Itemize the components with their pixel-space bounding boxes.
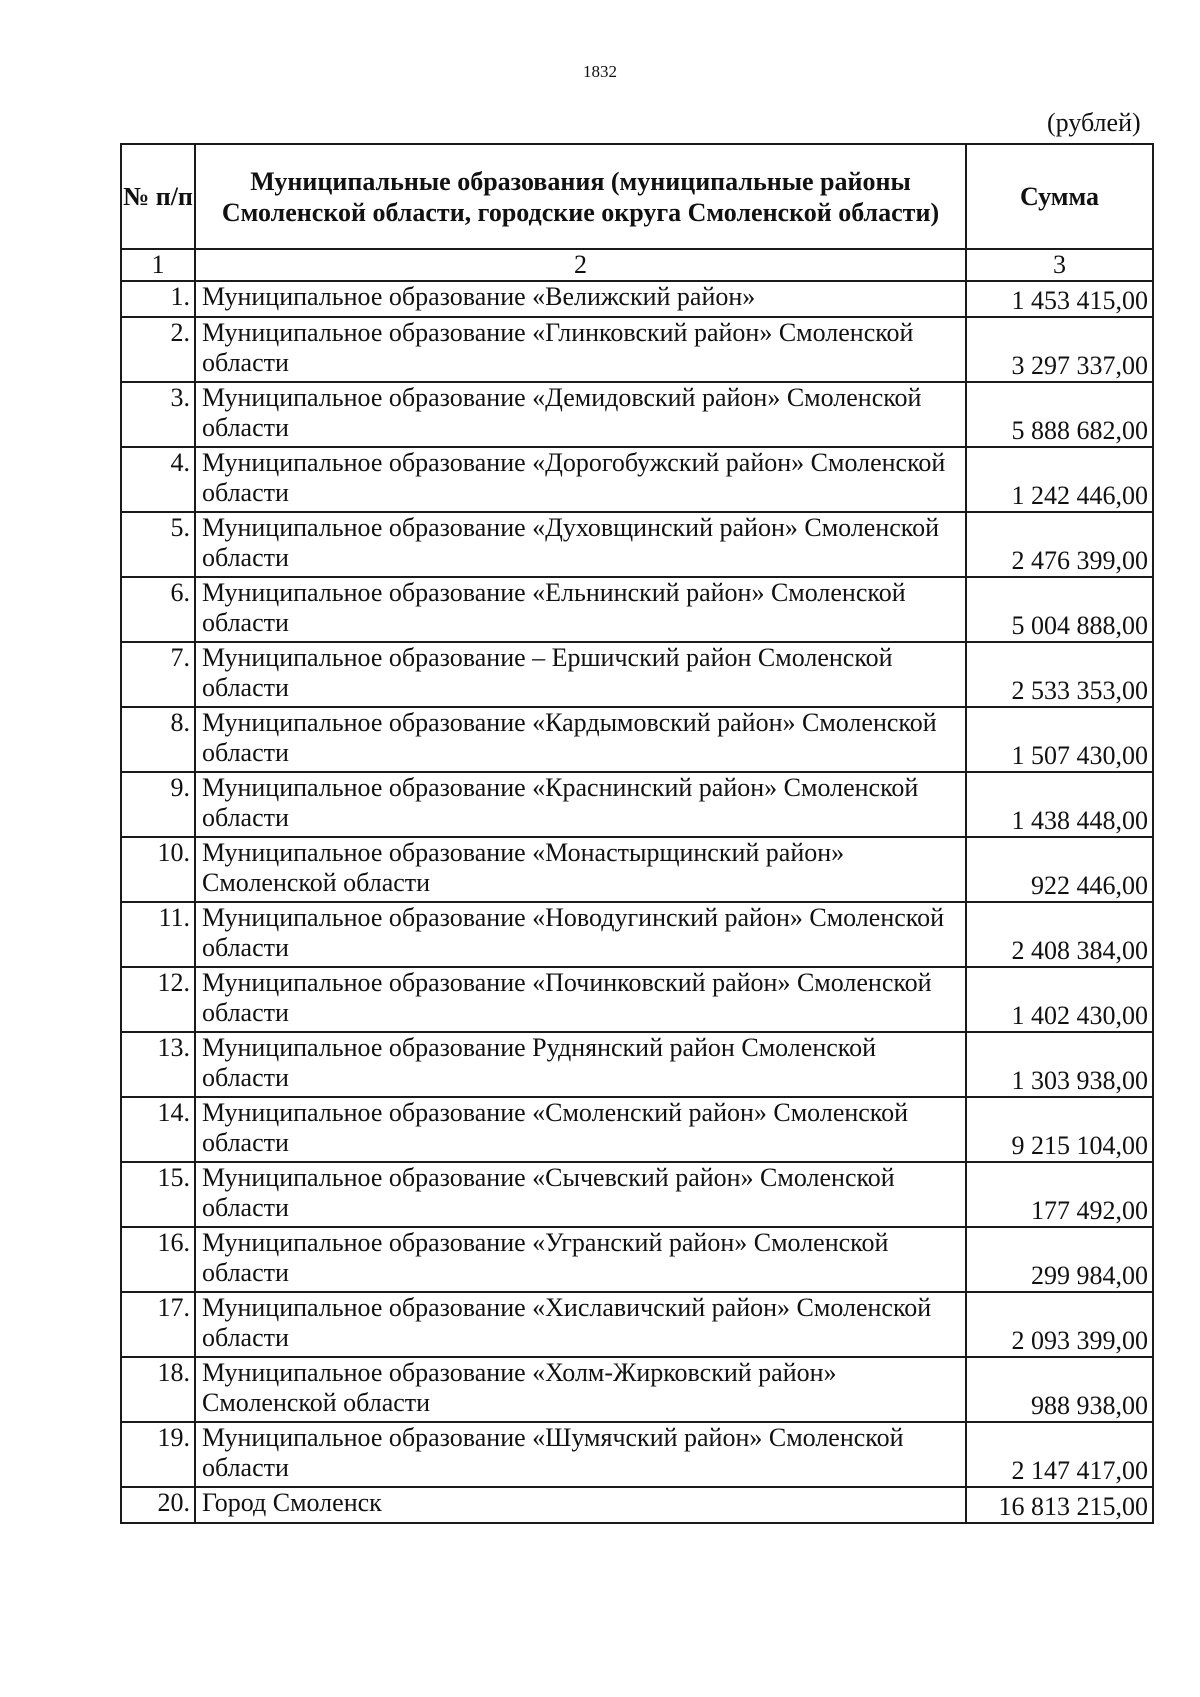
table-row (121, 577, 1153, 642)
row-number: 2. (121, 317, 195, 382)
table-row (121, 1292, 1153, 1357)
table-row (121, 1032, 1153, 1097)
header-name: Муниципальные образования (муниципальные районы Смоленской области, городские округа Смоленской области) (195, 144, 966, 249)
table-row (121, 447, 1153, 512)
row-number: 11. (121, 902, 195, 967)
amount: 988 938,00 (966, 1357, 1153, 1422)
header-num: № п/п (121, 144, 195, 249)
amount: 922 446,00 (966, 837, 1153, 902)
table-row (121, 1487, 1153, 1523)
row-number: 5. (121, 512, 195, 577)
amount: 5 888 682,00 (966, 382, 1153, 447)
row-number: 9. (121, 772, 195, 837)
municipality-name: Муниципальное образование «Монастырщинский район» Смоленской области (195, 837, 966, 902)
municipality-name: Муниципальное образование «Кардымовский район» Смоленской области (195, 707, 966, 772)
amount: 3 297 337,00 (966, 317, 1153, 382)
allocation-table (120, 143, 1154, 1524)
municipality-name: Муниципальное образование Руднянский район Смоленской области (195, 1032, 966, 1097)
table-row (121, 707, 1153, 772)
table-row (121, 642, 1153, 707)
municipality-name: Муниципальное образование «Дорогобужский район» Смоленской области (195, 447, 966, 512)
table-row (121, 512, 1153, 577)
table-row (121, 1227, 1153, 1292)
unit-label: (рублей) (1047, 108, 1141, 137)
column-number: 2 (195, 249, 966, 281)
row-number: 7. (121, 642, 195, 707)
amount: 5 004 888,00 (966, 577, 1153, 642)
page-number: 1832 (583, 62, 617, 81)
row-number: 20. (121, 1487, 195, 1523)
municipality-name: Муниципальное образование «Новодугинский район» Смоленской области (195, 902, 966, 967)
row-number: 18. (121, 1357, 195, 1422)
row-number: 6. (121, 577, 195, 642)
municipality-name: Муниципальное образование «Краснинский район» Смоленской области (195, 772, 966, 837)
municipality-name: Муниципальное образование «Хиславичский район» Смоленской области (195, 1292, 966, 1357)
table-row (121, 317, 1153, 382)
amount: 1 303 938,00 (966, 1032, 1153, 1097)
amount: 177 492,00 (966, 1162, 1153, 1227)
amount: 1 438 448,00 (966, 772, 1153, 837)
table-row (121, 1422, 1153, 1487)
row-number: 3. (121, 382, 195, 447)
amount: 2 476 399,00 (966, 512, 1153, 577)
column-number: 3 (966, 249, 1153, 281)
table-row (121, 1097, 1153, 1162)
table-row (121, 837, 1153, 902)
table-row (121, 1162, 1153, 1227)
amount: 2 408 384,00 (966, 902, 1153, 967)
amount: 299 984,00 (966, 1227, 1153, 1292)
row-number: 1. (121, 281, 195, 317)
header-row (121, 144, 1153, 249)
amount: 1 242 446,00 (966, 447, 1153, 512)
municipality-name: Муниципальное образование «Смоленский район» Смоленской области (195, 1097, 966, 1162)
row-number: 12. (121, 967, 195, 1032)
municipality-name: Муниципальное образование – Ершичский район Смоленской области (195, 642, 966, 707)
row-number: 10. (121, 837, 195, 902)
amount: 1 507 430,00 (966, 707, 1153, 772)
table-row (121, 772, 1153, 837)
municipality-name: Муниципальное образование «Велижский район» (195, 281, 966, 317)
row-number: 4. (121, 447, 195, 512)
municipality-name: Город Смоленск (195, 1487, 966, 1523)
amount: 16 813 215,00 (966, 1487, 1153, 1523)
municipality-name: Муниципальное образование «Шумячский район» Смоленской области (195, 1422, 966, 1487)
table-row (121, 967, 1153, 1032)
table-row (121, 902, 1153, 967)
municipality-name: Муниципальное образование «Духовщинский район» Смоленской области (195, 512, 966, 577)
municipality-name: Муниципальное образование «Угранский район» Смоленской области (195, 1227, 966, 1292)
municipality-name: Муниципальное образование «Холм-Жирковский район» Смоленской области (195, 1357, 966, 1422)
municipality-name: Муниципальное образование «Сычевский район» Смоленской области (195, 1162, 966, 1227)
amount: 2 147 417,00 (966, 1422, 1153, 1487)
municipality-name: Муниципальное образование «Глинковский район» Смоленской области (195, 317, 966, 382)
header-sum: Сумма (966, 144, 1153, 249)
municipality-name: Муниципальное образование «Починковский район» Смоленской области (195, 967, 966, 1032)
amount: 2 093 399,00 (966, 1292, 1153, 1357)
row-number: 14. (121, 1097, 195, 1162)
table-row (121, 382, 1153, 447)
row-number: 8. (121, 707, 195, 772)
row-number: 16. (121, 1227, 195, 1292)
amount: 9 215 104,00 (966, 1097, 1153, 1162)
row-number: 15. (121, 1162, 195, 1227)
amount: 2 533 353,00 (966, 642, 1153, 707)
row-number: 13. (121, 1032, 195, 1097)
municipality-name: Муниципальное образование «Демидовский район» Смоленской области (195, 382, 966, 447)
table-row (121, 1357, 1153, 1422)
column-number-row (121, 249, 1153, 281)
row-number: 19. (121, 1422, 195, 1487)
amount: 1 453 415,00 (966, 281, 1153, 317)
municipality-name: Муниципальное образование «Ельнинский район» Смоленской области (195, 577, 966, 642)
column-number: 1 (121, 249, 195, 281)
table-row (121, 281, 1153, 317)
row-number: 17. (121, 1292, 195, 1357)
amount: 1 402 430,00 (966, 967, 1153, 1032)
